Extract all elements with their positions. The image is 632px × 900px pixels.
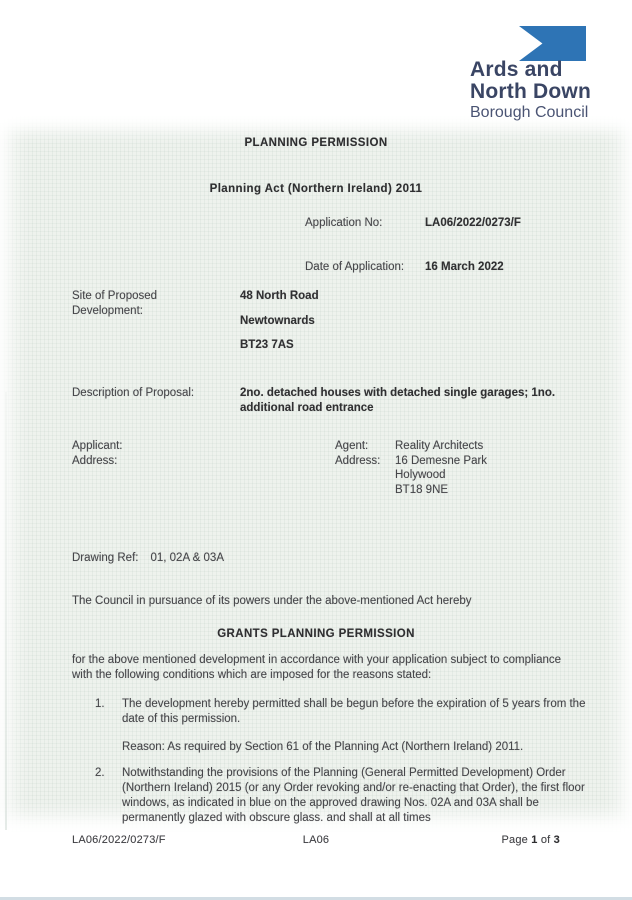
- footer-page-number: 1: [531, 834, 538, 846]
- agent-labels: [335, 439, 380, 468]
- agent-name: Reality Architects: [395, 440, 484, 452]
- proposal-label: Description of Proposal:: [72, 387, 195, 399]
- scan-edge-artifact: [5, 392, 7, 830]
- drawing-ref-label: Drawing Ref:: [72, 552, 139, 564]
- condition-number: 1.: [95, 698, 105, 710]
- condition-reason: Reason: As required by Section 61 of the Planning Act (Northern Ireland) 2011.: [122, 741, 524, 753]
- agent-address-line: 16 Demesne Park: [395, 454, 488, 467]
- site-label: Site of Proposed Development:: [72, 290, 158, 317]
- pursuance-text: The Council in pursuance of its powers under the above-mentioned Act hereby: [72, 595, 472, 607]
- application-date-label: Date of Application:: [305, 261, 405, 273]
- agent-address-label: Address:: [335, 454, 381, 467]
- footer-page-indicator: [502, 834, 561, 847]
- agent-label: Agent:: [335, 440, 369, 452]
- proposal-description: 2no. detached houses with detached single garages; 1no. additional road entrance: [240, 387, 556, 414]
- condition-number: 2.: [95, 767, 105, 779]
- council-logo: [470, 59, 591, 122]
- conditions-intro: for the above mentioned development in accordance with your application subject to compliance with the following conditions which are imposed for the reasons stated:: [72, 654, 562, 681]
- condition-text: The development hereby permitted shall be begun before the expiration of 5 years from the date of this permission.: [122, 698, 586, 725]
- application-number-value: LA06/2022/0273/F: [425, 217, 521, 229]
- council-name-line2: North Down: [470, 80, 591, 103]
- footer-reference: LA06/2022/0273/F: [72, 834, 166, 846]
- act-title: Planning Act (Northern Ireland) 2011: [209, 183, 423, 195]
- drawing-ref: [72, 551, 224, 566]
- condition-text: Notwithstanding the provisions of the Planning (General Permitted Development) Order (Northern Ireland) 2015 (or any Order revoking and/or re-enacting that Order), the first floor windows, as indicated in blue on the approved drawing Nos. 02A and 03A shall be permanently glazed with obscure glass. and shall at all times: [122, 767, 585, 824]
- site-address: [240, 289, 319, 363]
- applicant-labels: [72, 439, 123, 468]
- application-date-value: 16 March 2022: [425, 261, 504, 273]
- drawing-ref-value: 01, 02A & 03A: [150, 552, 225, 564]
- site-address-line: 48 North Road: [240, 290, 319, 302]
- council-name-line3: Borough Council: [470, 104, 589, 121]
- footer-page-prefix: Page: [501, 834, 532, 846]
- agent-address-line: BT18 9NE: [395, 483, 449, 496]
- agent-address-line: Holywood: [395, 469, 446, 481]
- site-address-line: BT23 7AS: [240, 339, 294, 351]
- council-name-line1: Ards and: [470, 58, 563, 81]
- footer-page-of: of: [537, 834, 554, 846]
- grants-heading: GRANTS PLANNING PERMISSION: [217, 628, 415, 640]
- footer-page-total: 3: [553, 834, 560, 846]
- applicant-label: Applicant:: [72, 440, 123, 452]
- applicant-address-label: Address:: [72, 454, 118, 467]
- application-number-label: Application No:: [305, 217, 383, 229]
- footer-code: LA06: [302, 834, 330, 846]
- agent-details: [395, 439, 487, 497]
- document-title: PLANNING PERMISSION: [244, 137, 388, 149]
- site-address-line: Newtownards: [240, 314, 315, 327]
- council-logo-flag-icon: [519, 26, 586, 61]
